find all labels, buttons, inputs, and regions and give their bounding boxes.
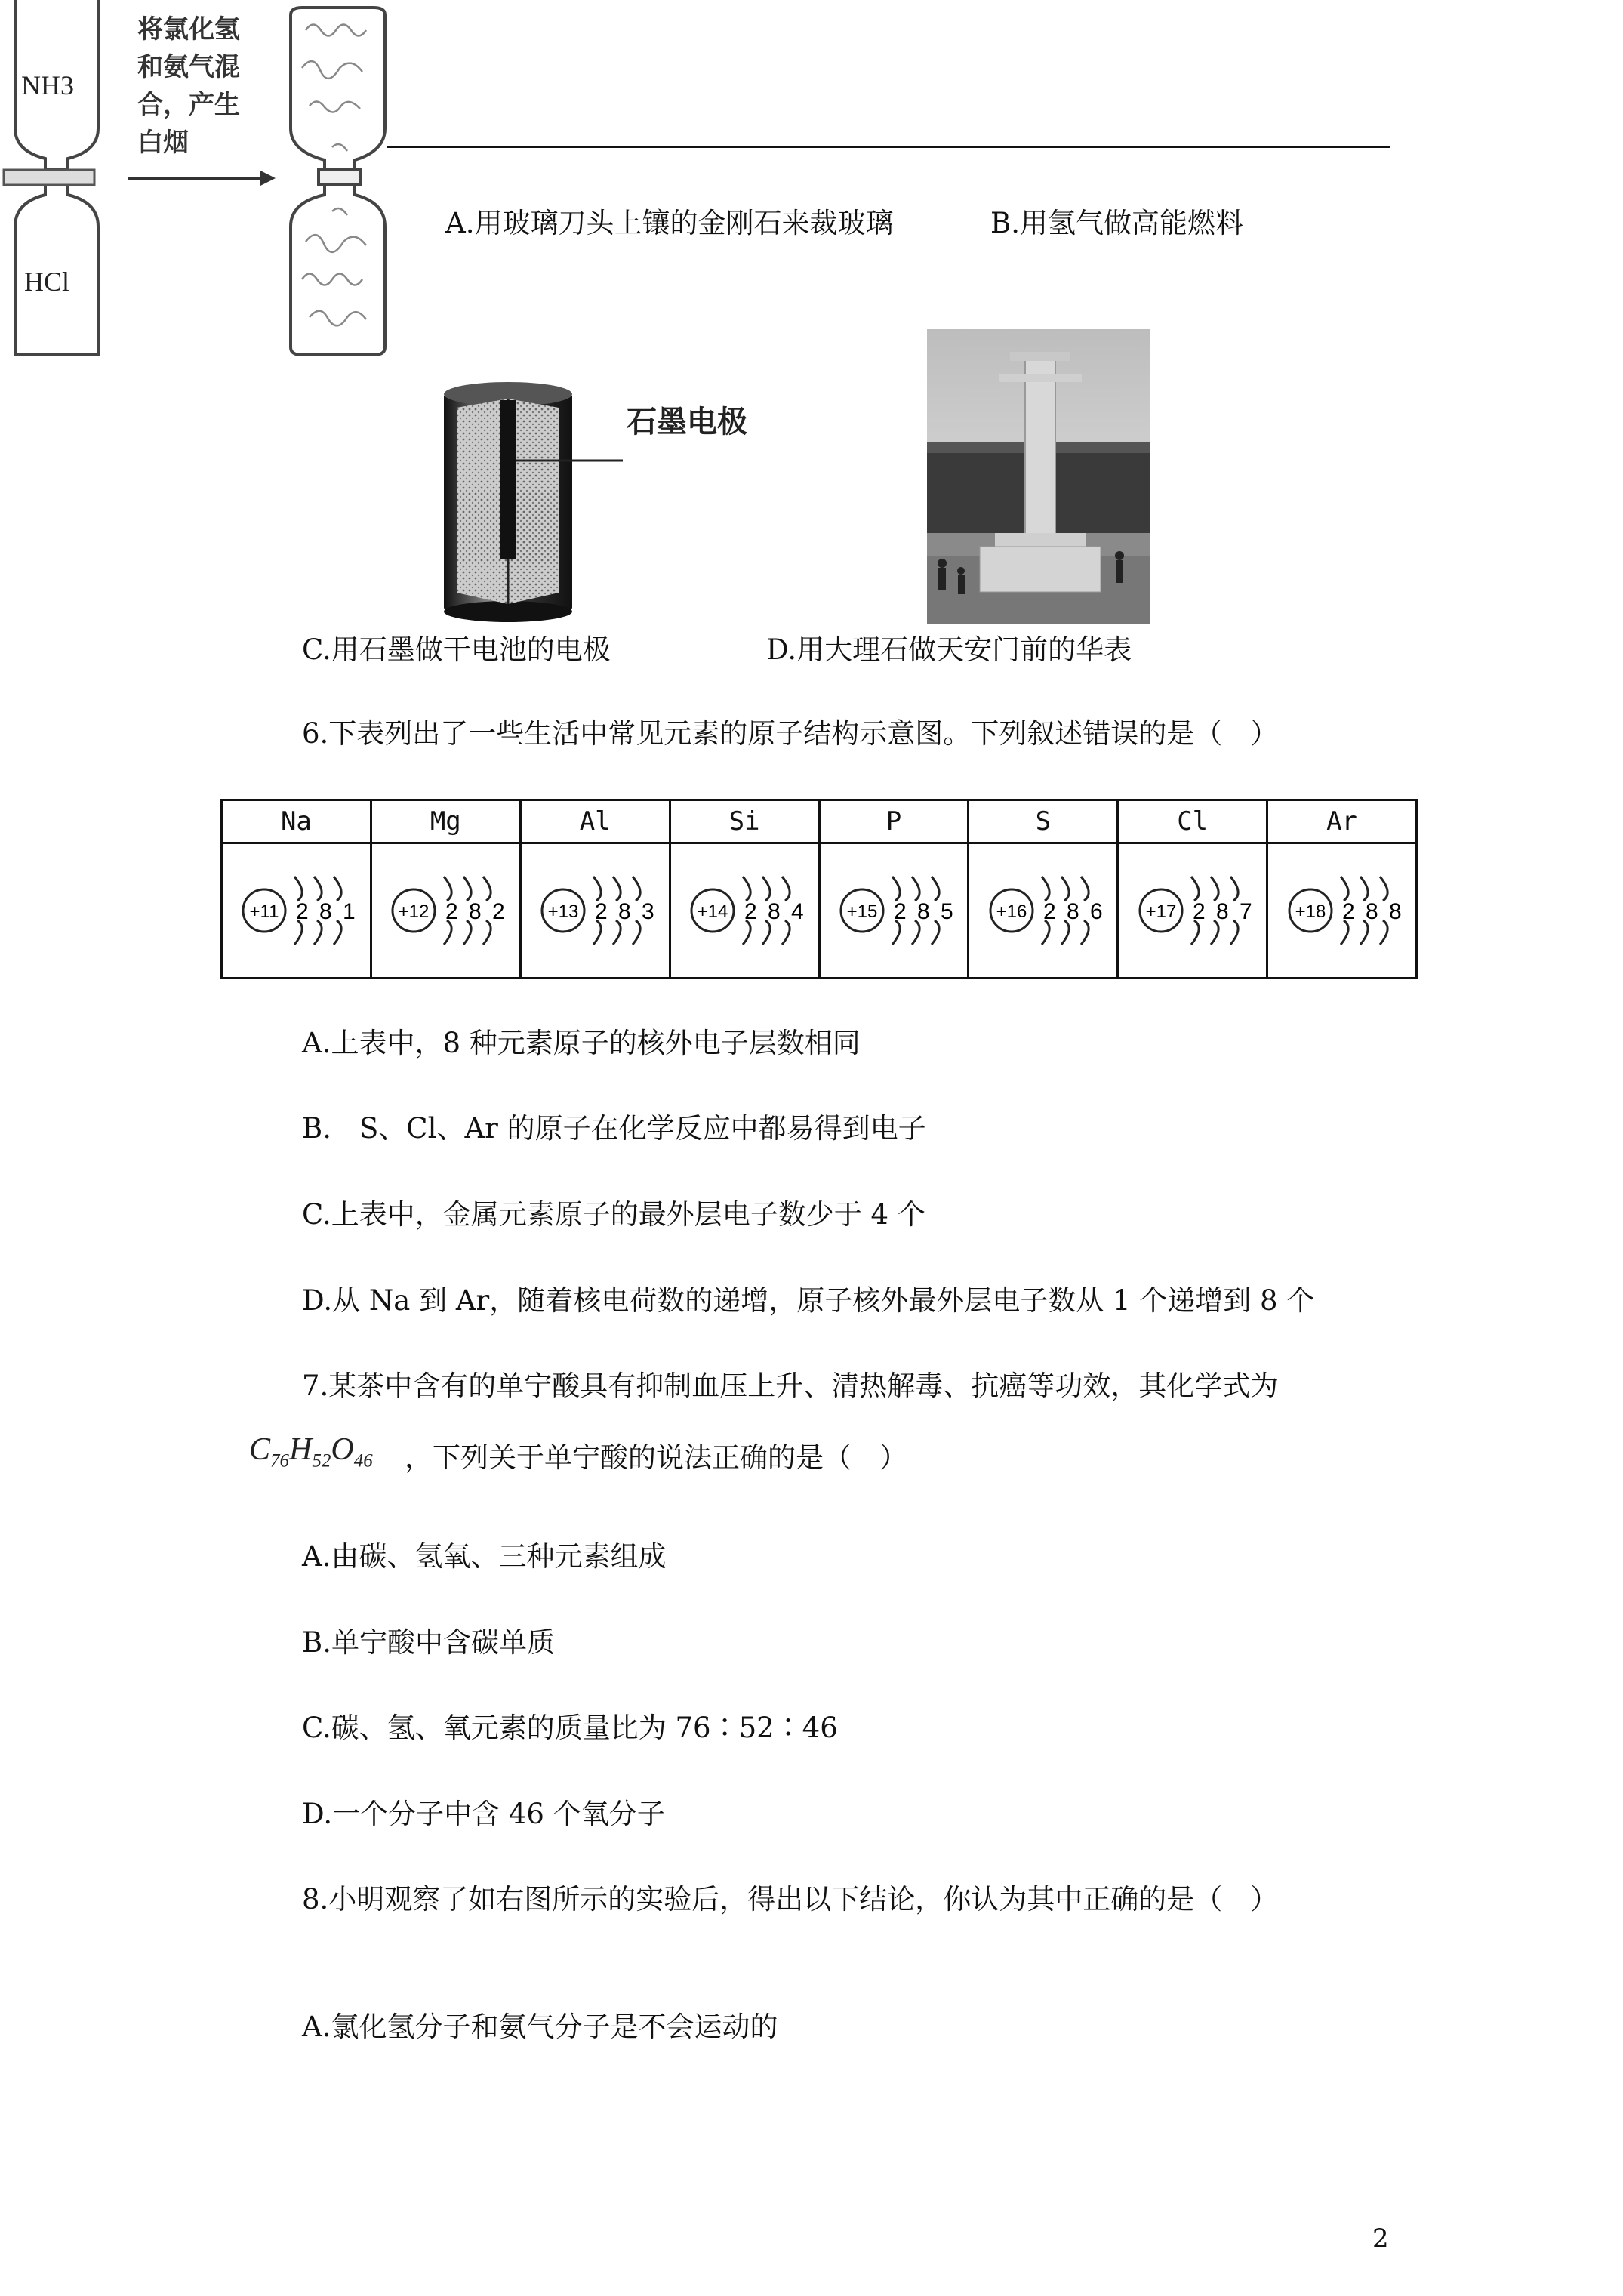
fumes-experiment-figure (0, 0, 408, 362)
atomic-diagram-cell (1267, 843, 1417, 978)
atom-structure-diagram (833, 854, 954, 967)
atomic-diagram-cell (969, 843, 1118, 978)
electron-counts: 2 8 3 (595, 899, 657, 924)
huabiao-photo (927, 329, 1150, 624)
nh3-label: NH3 (21, 70, 74, 100)
atomic-diagram-cell (819, 843, 969, 978)
nucleus-charge: +12 (398, 901, 430, 922)
q8-option-a: A.氯化氢分子和氨气分子是不会运动的 (302, 2011, 778, 2043)
electron-counts: 2 8 5 (893, 899, 956, 924)
q5-option-b: B.用氢气做高能燃料 (990, 207, 1243, 239)
atom-structure-diagram (385, 854, 506, 967)
electron-counts: 2 8 7 (1192, 899, 1255, 924)
q7-option-b: B.单宁酸中含碳单质 (302, 1626, 555, 1659)
nucleus-charge: +14 (697, 901, 728, 922)
atom-structure-diagram (1282, 854, 1403, 967)
dry-battery-image (438, 378, 747, 627)
nucleus-charge: +17 (1145, 901, 1177, 922)
page-number: 2 (1372, 2224, 1389, 2254)
q7-stem-line1: 7.某茶中含有的单宁酸具有抑制血压上升、清热解毒、抗癌等功效，其化学式为 (302, 1370, 1279, 1402)
electron-counts: 2 8 2 (445, 899, 508, 924)
atomic-diagram-cell (371, 843, 520, 978)
q5-option-d: D.用大理石做天安门前的华表 (766, 633, 1132, 666)
q7-option-a: A.由碳、氢氧、三种元素组成 (302, 1540, 667, 1573)
nucleus-charge: +16 (996, 901, 1027, 922)
atom-structure-diagram (236, 854, 359, 967)
electron-counts: 2 8 4 (744, 899, 806, 924)
q6-stem: 6.下表列出了一些生活中常见元素的原子结构示意图。下列叙述错误的是（ ） (302, 717, 1279, 750)
tannic-acid-formula: $C_{76}H_{52}O_{46}$ (249, 1432, 373, 1472)
element-symbol-cell: Cl (1118, 800, 1267, 843)
q6-option-d: D.从 Na 到 Ar，随着核电荷数的递增，原子核外最外层电子数从 1 个递增到 8 个 (302, 1284, 1315, 1317)
electron-counts: 2 8 8 (1341, 899, 1404, 924)
q5-option-c: C.用石墨做干电池的电极 (302, 633, 611, 666)
element-symbol-cell: P (819, 800, 969, 843)
nucleus-charge: +11 (249, 901, 279, 922)
electron-counts: 2 8 6 (1042, 899, 1105, 924)
atom-structure-diagram (684, 854, 805, 967)
electron-counts: 2 8 1 (296, 899, 359, 924)
table-header-row (222, 800, 1417, 843)
header-rule (387, 146, 1390, 148)
q7-stem-line2: ，下列关于单宁酸的说法正确的是（ ） (405, 1441, 907, 1474)
q6-option-c: C.上表中，金属元素原子的最外层电子数少于 4 个 (302, 1198, 925, 1231)
q5-option-a: A.用玻璃刀头上镶的金刚石来裁玻璃 (445, 207, 894, 239)
element-symbol-cell: Si (670, 800, 819, 843)
nucleus-charge: +15 (846, 901, 878, 922)
fumes-caption: 将氯化氢 和氨气混 合，产生 白烟 (137, 14, 240, 158)
q6-option-a: A.上表中，8 种元素原子的核外电子层数相同 (302, 1027, 861, 1059)
q7-option-d: D.一个分子中含 46 个氧分子 (302, 1798, 665, 1830)
q6-option-b: B. S、Cl、Ar 的原子在化学反应中都易得到电子 (302, 1112, 926, 1145)
atom-structure-diagram (983, 854, 1104, 967)
q8-stem: 8.小明观察了如右图所示的实验后，得出以下结论，你认为其中正确的是（ ） (302, 1883, 1279, 1915)
element-symbol-cell: Mg (371, 800, 520, 843)
element-symbol-cell: S (969, 800, 1118, 843)
nucleus-charge: +13 (547, 901, 579, 922)
element-symbol-cell: Ar (1267, 800, 1417, 843)
hcl-label: HCl (24, 267, 70, 297)
atomic-structure-table (220, 799, 1418, 979)
graphite-electrode-label: 石墨电极 (627, 405, 747, 439)
element-symbol-cell: Al (520, 800, 670, 843)
atomic-diagram-cell (670, 843, 819, 978)
atomic-diagram-cell (520, 843, 670, 978)
atom-structure-diagram (1132, 854, 1253, 967)
atomic-diagram-cell (1118, 843, 1267, 978)
element-symbol-cell: Na (222, 800, 371, 843)
table-diagram-row (222, 843, 1417, 978)
nucleus-charge: +18 (1295, 901, 1326, 922)
q7-option-c: C.碳、氢、氧元素的质量比为 76∶52∶46 (302, 1712, 838, 1744)
atom-structure-diagram (534, 854, 655, 967)
atomic-diagram-cell (222, 843, 371, 978)
